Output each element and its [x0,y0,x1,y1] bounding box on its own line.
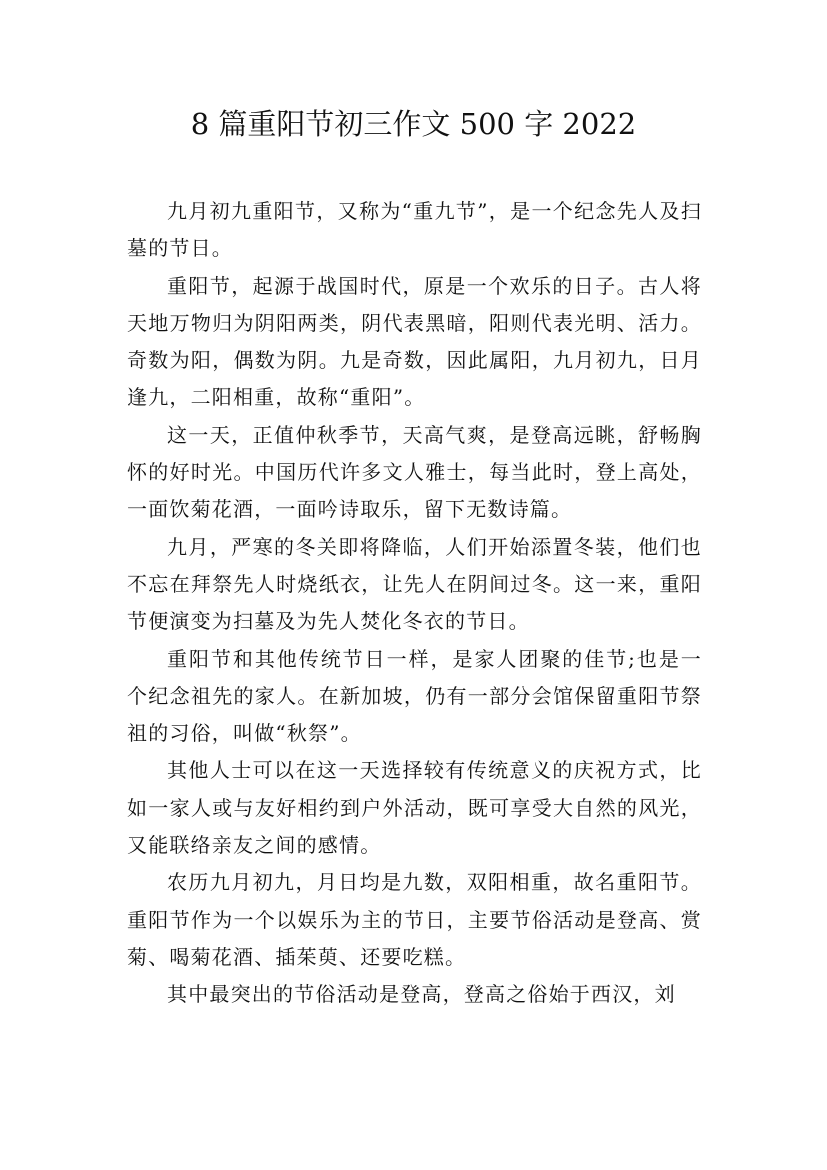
paragraph: 九月初九重阳节，又称为“重九节”，是一个纪念先人及扫墓的节日。 [127,199,702,261]
paragraph: 九月，严寒的冬关即将降临，人们开始添置冬装，他们也不忘在拜祭先人时烧纸衣，让先人在阴间过冬。这一来，重阳节便演变为扫墓及为先人焚化冬衣的节日。 [127,534,702,634]
paragraph: 其他人士可以在这一天选择较有传统意义的庆祝方式，比如一家人或与友好相约到户外活动，既可享受大自然的风光，又能联络亲友之间的感情。 [127,758,702,858]
paragraph: 重阳节和其他传统节日一样，是家人团聚的佳节;也是一个纪念祖先的家人。在新加坡，仍有一部分会馆保留重阳节祭祖的习俗，叫做“秋祭”。 [127,646,702,746]
paragraph: 这一天，正值仲秋季节，天高气爽，是登高远眺，舒畅胸怀的好时光。中国历代许多文人雅士，每当此时，登上高处，一面饮菊花酒，一面吟诗取乐，留下无数诗篇。 [127,422,702,522]
document-title: 8 篇重阳节初三作文 500 字 2022 [190,107,637,141]
paragraph: 重阳节，起源于战国时代，原是一个欢乐的日子。古人将天地万物归为阴阳两类，阴代表黑暗，阳则代表光明、活力。奇数为阳，偶数为阴。九是奇数，因此属阳，九月初九，日月逢九，二阳相重，故称“重阳”。 [127,273,702,410]
paragraph: 其中最突出的节俗活动是登高，登高之俗始于西汉，刘 [167,982,676,1007]
document-body [127,193,702,1014]
paragraph: 农历九月初九，月日均是九数，双阳相重，故名重阳节。重阳节作为一个以娱乐为主的节日，主要节俗活动是登高、赏菊、喝菊花酒、插茱萸、还要吃糕。 [127,870,702,969]
